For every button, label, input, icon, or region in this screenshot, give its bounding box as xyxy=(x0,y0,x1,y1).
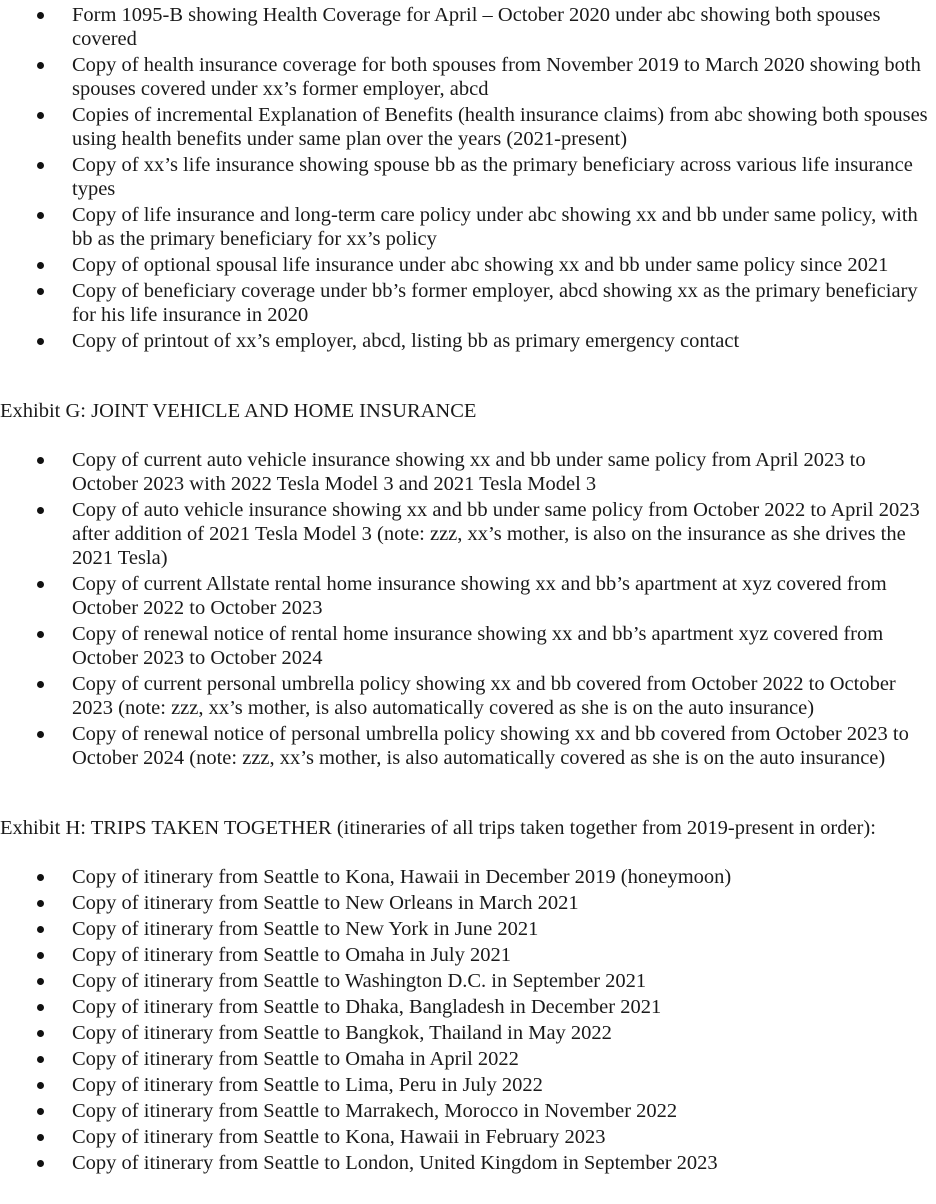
bullet-icon xyxy=(37,1030,44,1037)
list-item-text: Copy of xx’s life insurance showing spouse bb as the primary beneficiary across various life insurance types xyxy=(72,154,913,200)
bullet-icon xyxy=(37,731,44,738)
bullet-icon xyxy=(37,62,44,69)
exhibit-g-list xyxy=(0,448,936,770)
list-item-text: Copy of current personal umbrella policy showing xx and bb covered from October 2022 to October 2023 (note: zzz, xx’s mother, is also automatically covered as she is on the auto insurance) xyxy=(72,673,896,719)
bullet-icon xyxy=(37,1082,44,1089)
list-item xyxy=(0,448,936,496)
list-item xyxy=(0,1047,936,1071)
bullet-icon xyxy=(37,212,44,219)
list-item xyxy=(0,253,936,277)
bullet-icon xyxy=(37,1004,44,1011)
list-item xyxy=(0,279,936,327)
list-item xyxy=(0,1021,936,1045)
bullet-icon xyxy=(37,631,44,638)
exhibit-f-list xyxy=(0,3,936,353)
list-item-text: Copy of itinerary from Seattle to London, United Kingdom in September 2023 xyxy=(72,1152,718,1174)
list-item xyxy=(0,672,936,720)
list-item xyxy=(0,622,936,670)
list-item xyxy=(0,103,936,151)
bullet-icon xyxy=(37,338,44,345)
list-item-text: Copy of itinerary from Seattle to Washington D.C. in September 2021 xyxy=(72,970,647,992)
bullet-icon xyxy=(37,874,44,881)
bullet-icon xyxy=(37,507,44,514)
list-item-text: Copy of life insurance and long-term care policy under abc showing xx and bb under same policy, with bb as the primary beneficiary for xx’s policy xyxy=(72,204,918,250)
list-item-text: Copy of itinerary from Seattle to Kona, Hawaii in December 2019 (honeymoon) xyxy=(72,866,732,888)
list-item xyxy=(0,203,936,251)
list-item xyxy=(0,572,936,620)
list-item xyxy=(0,153,936,201)
list-item xyxy=(0,3,936,51)
list-item xyxy=(0,1073,936,1097)
list-item-text: Form 1095-B showing Health Coverage for April – October 2020 under abc showing both spouses covered xyxy=(72,4,881,50)
bullet-icon xyxy=(37,288,44,295)
list-item xyxy=(0,1125,936,1149)
bullet-icon xyxy=(37,926,44,933)
bullet-icon xyxy=(37,162,44,169)
bullet-icon xyxy=(37,900,44,907)
bullet-icon xyxy=(37,12,44,19)
bullet-icon xyxy=(37,581,44,588)
list-item-text: Copy of current Allstate rental home insurance showing xx and bb’s apartment at xyz covered from October 2022 to October 2023 xyxy=(72,573,887,619)
list-item xyxy=(0,969,936,993)
list-item xyxy=(0,1151,936,1175)
list-item-text: Copy of itinerary from Seattle to New Orleans in March 2021 xyxy=(72,892,579,914)
bullet-icon xyxy=(37,1056,44,1063)
list-item xyxy=(0,943,936,967)
list-item-text: Copy of itinerary from Seattle to Omaha in April 2022 xyxy=(72,1048,519,1070)
list-item-text: Copy of current auto vehicle insurance showing xx and bb under same policy from April 2023 to October 2023 with 2022 Tesla Model 3 and 2021 Tesla Model 3 xyxy=(72,449,866,495)
list-item xyxy=(0,891,936,915)
list-item-text: Copy of renewal notice of personal umbrella policy showing xx and bb covered from October 2023 to October 2024 (note: zzz, xx’s mother, is also automatically covered as she is on the auto insurance) xyxy=(72,723,909,769)
list-item-text: Copy of itinerary from Seattle to Lima, Peru in July 2022 xyxy=(72,1074,543,1096)
list-item-text: Copy of printout of xx’s employer, abcd, listing bb as primary emergency contact xyxy=(72,330,740,352)
list-item-text: Copies of incremental Explanation of Benefits (health insurance claims) from abc showing both spouses using health benefits under same plan over the years (2021-present) xyxy=(72,104,928,150)
bullet-icon xyxy=(37,112,44,119)
exhibit-g-heading: Exhibit G: JOINT VEHICLE AND HOME INSURANCE xyxy=(0,400,477,422)
list-item-text: Copy of beneficiary coverage under bb’s former employer, abcd showing xx as the primary beneficiary for his life insurance in 2020 xyxy=(72,280,918,326)
bullet-icon xyxy=(37,978,44,985)
list-item xyxy=(0,995,936,1019)
list-item-text: Copy of itinerary from Seattle to New York in June 2021 xyxy=(72,918,539,940)
list-item-text: Copy of itinerary from Seattle to Marrakech, Morocco in November 2022 xyxy=(72,1100,678,1122)
list-item-text: Copy of itinerary from Seattle to Bangkok, Thailand in May 2022 xyxy=(72,1022,612,1044)
list-item-text: Copy of auto vehicle insurance showing xx and bb under same policy from October 2022 to April 2023 after addition of 2021 Tesla Model 3 (note: zzz, xx’s mother, is also on the insurance as she drives the 2021 Tesla) xyxy=(72,499,920,569)
list-item xyxy=(0,53,936,101)
bullet-icon xyxy=(37,262,44,269)
bullet-icon xyxy=(37,681,44,688)
exhibit-h-heading: Exhibit H: TRIPS TAKEN TOGETHER (itineraries of all trips taken together from 2019-present in order): xyxy=(0,817,876,839)
list-item xyxy=(0,498,936,570)
list-item-text: Copy of optional spousal life insurance under abc showing xx and bb under same policy since 2021 xyxy=(72,254,889,276)
bullet-icon xyxy=(37,1108,44,1115)
bullet-icon xyxy=(37,457,44,464)
bullet-icon xyxy=(37,1134,44,1141)
list-item-text: Copy of renewal notice of rental home insurance showing xx and bb’s apartment xyz covered from October 2023 to October 2024 xyxy=(72,623,884,669)
list-item xyxy=(0,1099,936,1123)
bullet-icon xyxy=(37,1160,44,1167)
list-item xyxy=(0,329,936,353)
list-item-text: Copy of itinerary from Seattle to Dhaka, Bangladesh in December 2021 xyxy=(72,996,662,1018)
list-item-text: Copy of itinerary from Seattle to Omaha in July 2021 xyxy=(72,944,511,966)
list-item-text: Copy of health insurance coverage for both spouses from November 2019 to March 2020 showing both spouses covered under xx’s former employer, abcd xyxy=(72,54,921,100)
list-item xyxy=(0,865,936,889)
exhibit-h-list xyxy=(0,865,936,1175)
list-item-text: Copy of itinerary from Seattle to Kona, Hawaii in February 2023 xyxy=(72,1126,606,1148)
list-item xyxy=(0,722,936,770)
bullet-icon xyxy=(37,952,44,959)
list-item xyxy=(0,917,936,941)
